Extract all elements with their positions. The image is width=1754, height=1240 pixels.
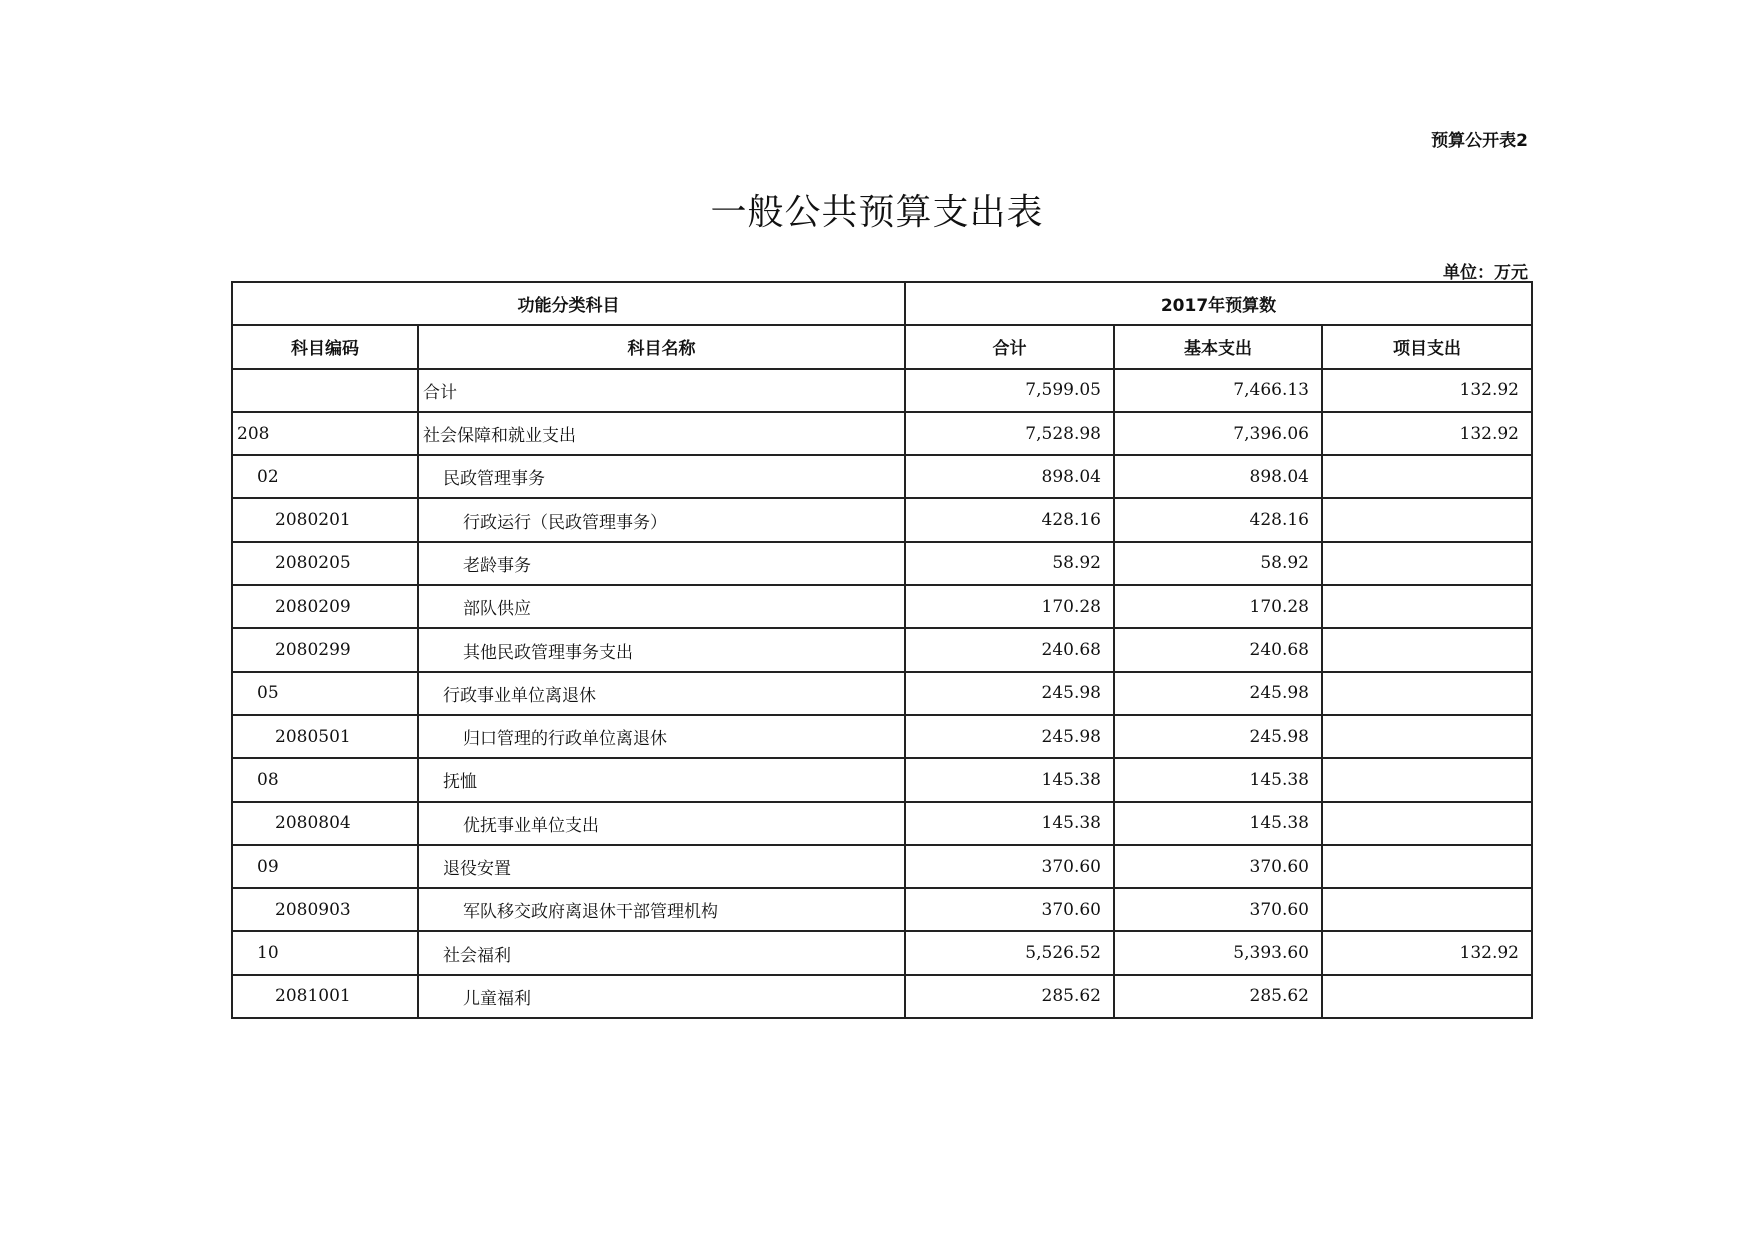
header-total: 合计 [905, 325, 1114, 368]
row-project-cell [1322, 845, 1532, 888]
row-name-cell: 抚恤 [418, 758, 905, 801]
row-total-cell: 7,528.98 [905, 412, 1114, 455]
row-basic-cell: 170.28 [1114, 585, 1322, 628]
row-name-cell: 军队移交政府离退休干部管理机构 [418, 888, 905, 931]
table-row [232, 498, 1532, 541]
row-name-cell: 部队供应 [418, 585, 905, 628]
header-basic: 基本支出 [1114, 325, 1322, 368]
row-project-cell [1322, 975, 1532, 1018]
table-header-row-top [232, 282, 1532, 325]
row-total-cell: 7,599.05 [905, 369, 1114, 412]
row-total-cell: 145.38 [905, 758, 1114, 801]
row-basic-cell: 245.98 [1114, 715, 1322, 758]
unit-label: 单位：万元 [1443, 263, 1528, 283]
table-row [232, 715, 1532, 758]
header-budget-2017: 2017年预算数 [905, 282, 1532, 325]
row-total-cell: 370.60 [905, 845, 1114, 888]
row-name-cell: 其他民政管理事务支出 [418, 628, 905, 671]
row-basic-cell: 245.98 [1114, 672, 1322, 715]
row-project-cell [1322, 888, 1532, 931]
row-code-cell: 08 [232, 758, 418, 801]
row-code-cell: 10 [232, 931, 418, 974]
form-number: 预算公开表2 [1431, 131, 1528, 151]
row-total-cell: 58.92 [905, 542, 1114, 585]
row-basic-cell: 7,396.06 [1114, 412, 1322, 455]
row-name-cell: 行政事业单位离退休 [418, 672, 905, 715]
table-row [232, 369, 1532, 412]
row-total-cell: 245.98 [905, 672, 1114, 715]
page-title: 一般公共预算支出表 [710, 192, 1044, 233]
row-project-cell: 132.92 [1322, 931, 1532, 974]
table-row [232, 802, 1532, 845]
row-project-cell [1322, 585, 1532, 628]
row-name-cell: 儿童福利 [418, 975, 905, 1018]
row-basic-cell: 240.68 [1114, 628, 1322, 671]
row-project-cell [1322, 672, 1532, 715]
header-name: 科目名称 [418, 325, 905, 368]
table-row [232, 672, 1532, 715]
row-total-cell: 370.60 [905, 888, 1114, 931]
row-total-cell: 428.16 [905, 498, 1114, 541]
budget-table [231, 281, 1533, 1019]
row-project-cell [1322, 455, 1532, 498]
row-project-cell: 132.92 [1322, 369, 1532, 412]
table-row [232, 628, 1532, 671]
row-project-cell: 132.92 [1322, 412, 1532, 455]
row-name-cell: 退役安置 [418, 845, 905, 888]
table-row [232, 888, 1532, 931]
row-basic-cell: 7,466.13 [1114, 369, 1322, 412]
row-basic-cell: 285.62 [1114, 975, 1322, 1018]
row-code-cell: 09 [232, 845, 418, 888]
row-name-cell: 民政管理事务 [418, 455, 905, 498]
row-code-cell: 208 [232, 412, 418, 455]
row-total-cell: 5,526.52 [905, 931, 1114, 974]
row-name-cell: 优抚事业单位支出 [418, 802, 905, 845]
table-header-row-sub [232, 325, 1532, 368]
row-total-cell: 145.38 [905, 802, 1114, 845]
row-code-cell: 2080903 [232, 888, 418, 931]
row-name-cell: 行政运行（民政管理事务） [418, 498, 905, 541]
row-code-cell: 2080804 [232, 802, 418, 845]
row-basic-cell: 370.60 [1114, 845, 1322, 888]
row-total-cell: 245.98 [905, 715, 1114, 758]
row-project-cell [1322, 542, 1532, 585]
row-name-cell: 社会保障和就业支出 [418, 412, 905, 455]
table-row [232, 845, 1532, 888]
table-body [232, 369, 1532, 1018]
row-project-cell [1322, 498, 1532, 541]
header-code: 科目编码 [232, 325, 418, 368]
header-functional-category: 功能分类科目 [232, 282, 905, 325]
row-basic-cell: 5,393.60 [1114, 931, 1322, 974]
row-project-cell [1322, 758, 1532, 801]
row-code-cell: 2080201 [232, 498, 418, 541]
row-code-cell [232, 369, 418, 412]
row-basic-cell: 898.04 [1114, 455, 1322, 498]
row-code-cell: 2080205 [232, 542, 418, 585]
row-basic-cell: 145.38 [1114, 758, 1322, 801]
row-basic-cell: 58.92 [1114, 542, 1322, 585]
table-row [232, 412, 1532, 455]
row-code-cell: 2080209 [232, 585, 418, 628]
row-project-cell [1322, 802, 1532, 845]
row-project-cell [1322, 628, 1532, 671]
row-total-cell: 170.28 [905, 585, 1114, 628]
row-basic-cell: 145.38 [1114, 802, 1322, 845]
row-total-cell: 285.62 [905, 975, 1114, 1018]
header-project: 项目支出 [1322, 325, 1532, 368]
table-row [232, 542, 1532, 585]
row-basic-cell: 428.16 [1114, 498, 1322, 541]
row-code-cell: 2080501 [232, 715, 418, 758]
row-total-cell: 898.04 [905, 455, 1114, 498]
row-code-cell: 02 [232, 455, 418, 498]
row-project-cell [1322, 715, 1532, 758]
table-row [232, 975, 1532, 1018]
row-code-cell: 2080299 [232, 628, 418, 671]
row-name-cell: 归口管理的行政单位离退休 [418, 715, 905, 758]
row-name-cell: 老龄事务 [418, 542, 905, 585]
table-row [232, 455, 1532, 498]
row-basic-cell: 370.60 [1114, 888, 1322, 931]
table-row [232, 931, 1532, 974]
row-name-cell: 社会福利 [418, 931, 905, 974]
row-total-cell: 240.68 [905, 628, 1114, 671]
row-code-cell: 05 [232, 672, 418, 715]
row-name-cell: 合计 [418, 369, 905, 412]
table-row [232, 758, 1532, 801]
table-row [232, 585, 1532, 628]
row-code-cell: 2081001 [232, 975, 418, 1018]
